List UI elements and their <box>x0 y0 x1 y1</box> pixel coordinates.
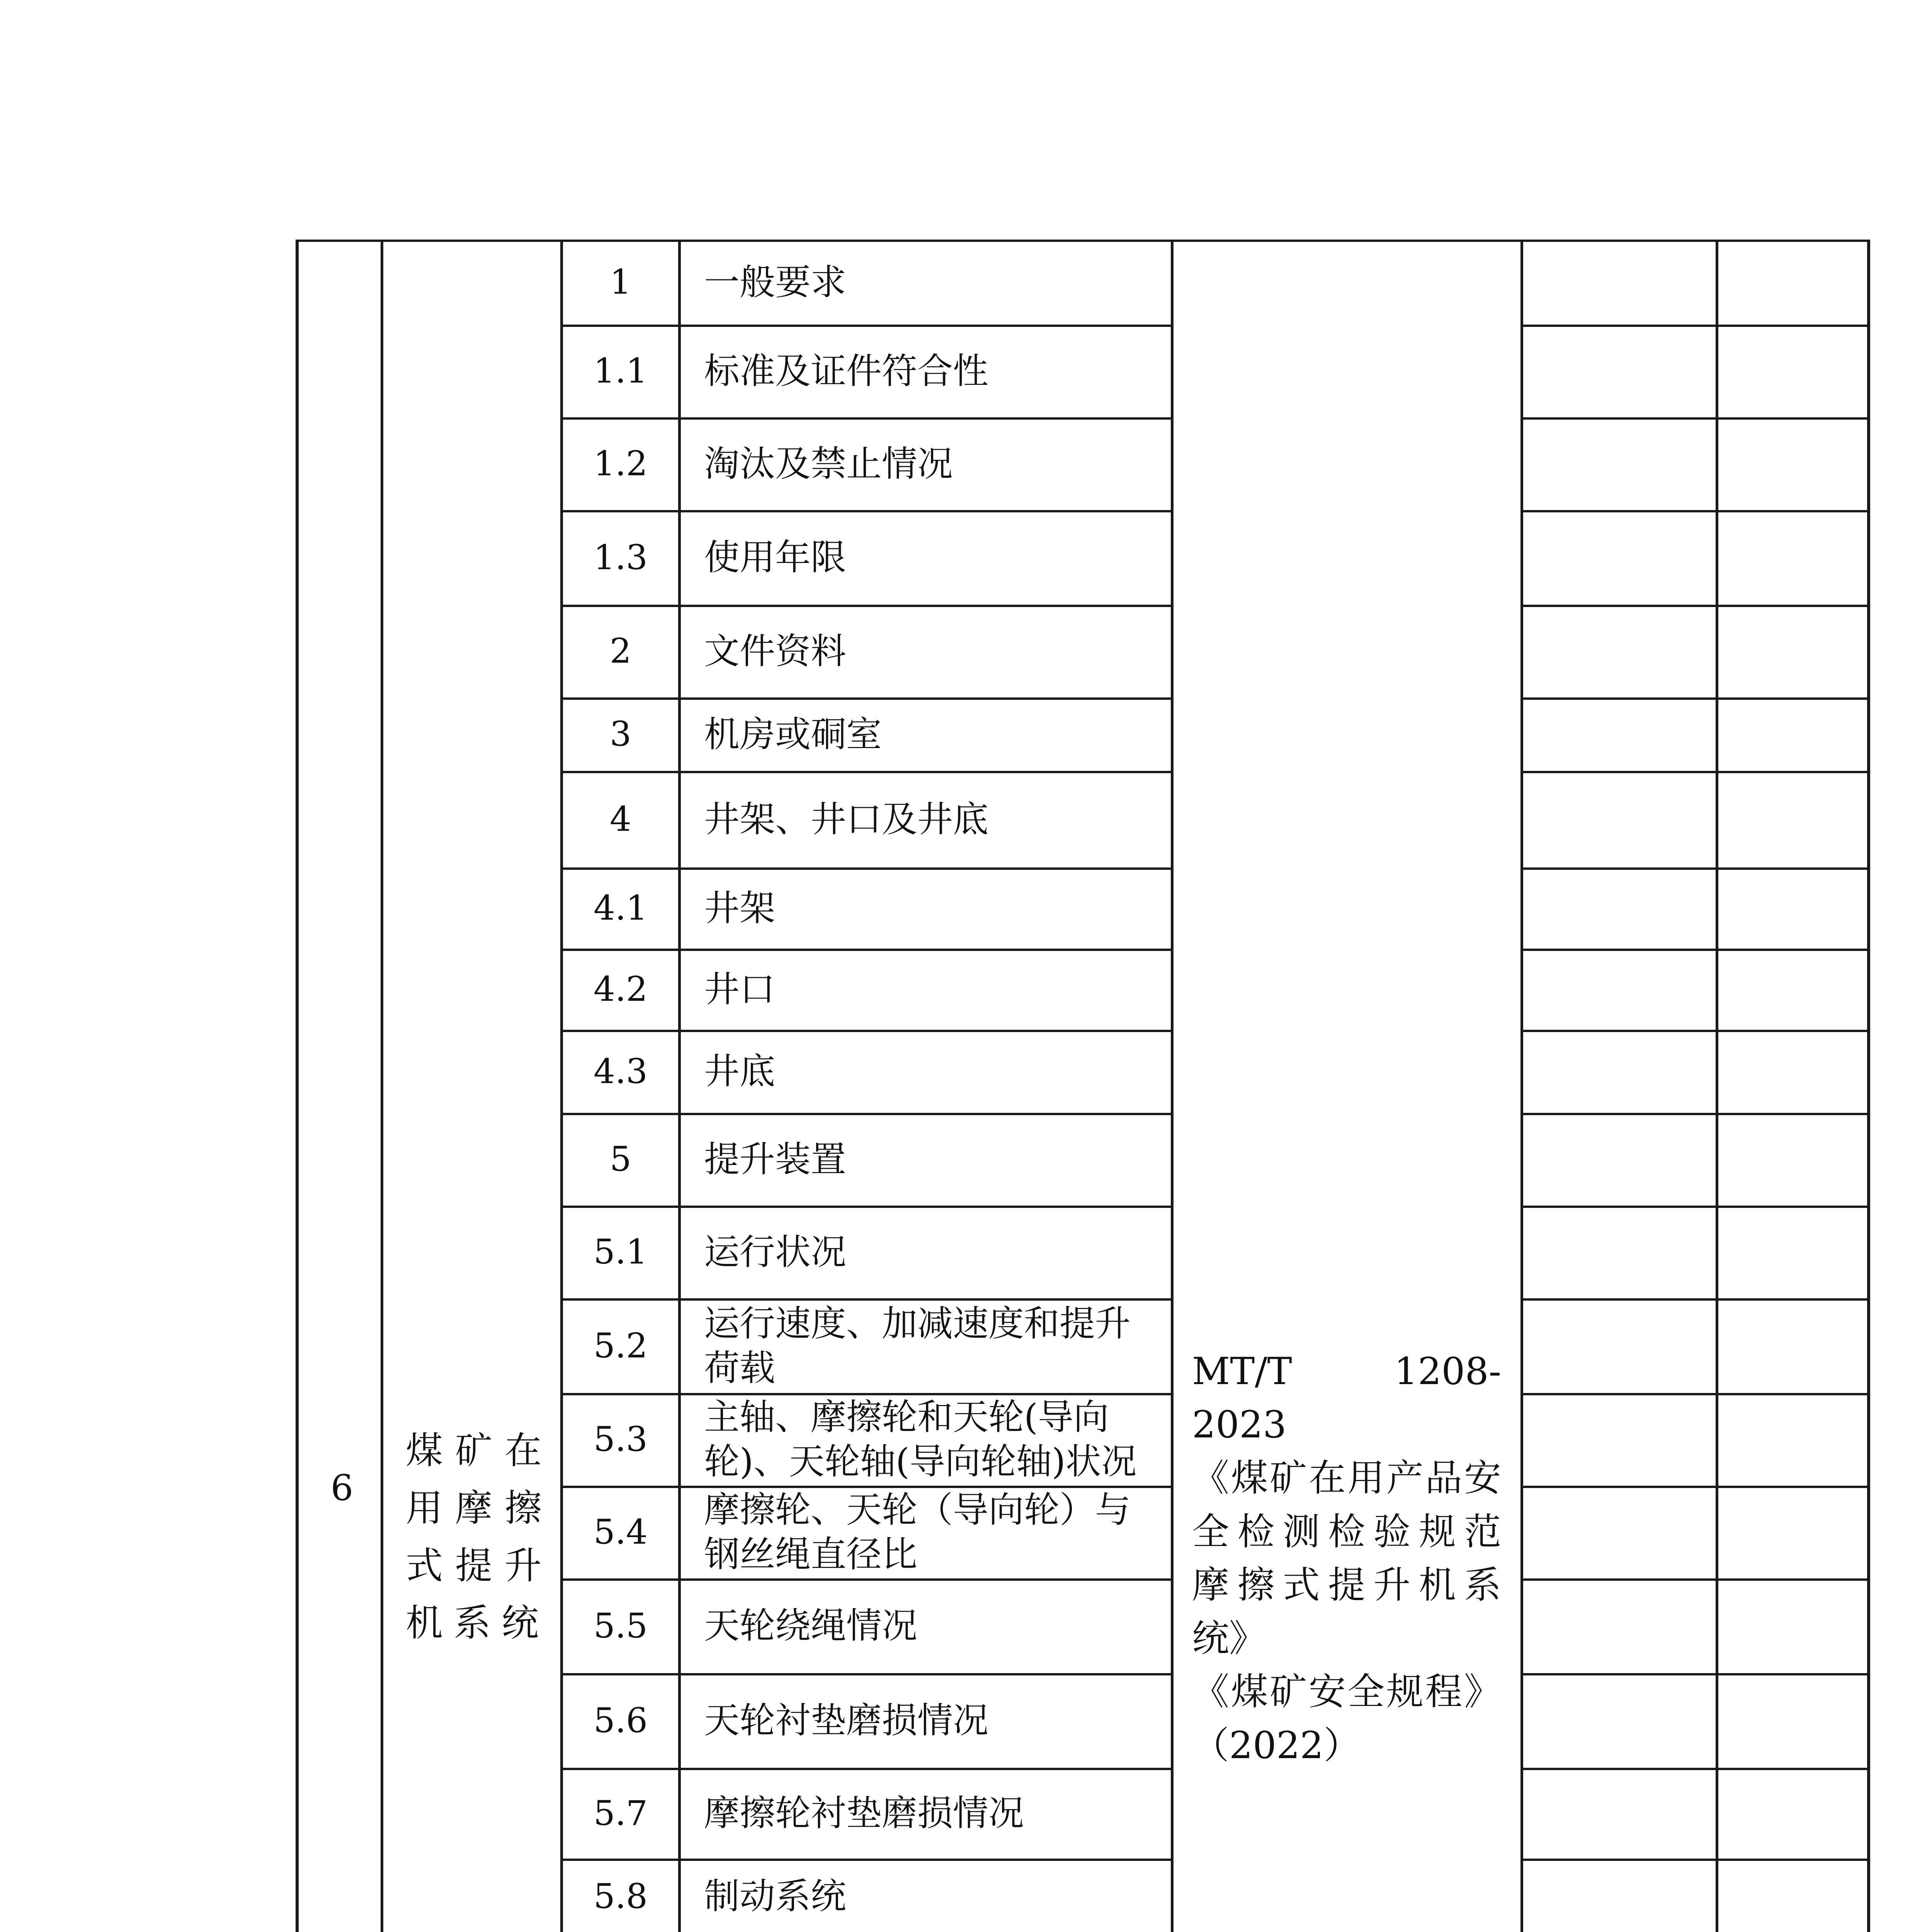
item-name: 标准及证件符合性 <box>704 350 989 392</box>
item-number: 4.1 <box>594 888 648 928</box>
item-name: 制动系统 <box>704 1876 847 1917</box>
col-divider <box>1716 240 1718 1932</box>
item-number: 5.8 <box>594 1876 648 1916</box>
standard-line: 《煤矿安全规程》 <box>1192 1670 1501 1714</box>
item-name: 文件资料 <box>704 630 847 672</box>
item-name: 井架 <box>704 887 776 929</box>
item-number: 1.1 <box>594 351 648 391</box>
item-name: 运行状况 <box>704 1231 847 1273</box>
standard-line: MT/T 1208-2023 <box>1192 1350 1501 1447</box>
item-number: 4.3 <box>594 1051 648 1091</box>
item-name: 机房或硐室 <box>704 713 882 755</box>
item-name: 天轮绕绳情况 <box>704 1605 918 1646</box>
category-index: 6 <box>330 1467 354 1509</box>
item-name: 摩擦轮、天轮（导向轮）与钢丝绳直径比 <box>704 1489 1131 1575</box>
item-number: 5.2 <box>594 1325 648 1366</box>
item-number: 5.3 <box>594 1419 648 1459</box>
standard-line: 摩擦式提升机系 <box>1192 1563 1501 1607</box>
item-name: 使用年限 <box>704 537 847 578</box>
item-name: 井架、井口及井底 <box>704 798 989 840</box>
standard-line: （2022） <box>1192 1723 1361 1767</box>
item-name: 运行速度、加减速度和提升荷载 <box>704 1303 1131 1389</box>
standard-reference <box>1192 1345 1501 1772</box>
item-name: 井口 <box>704 968 776 1010</box>
item-number: 4.2 <box>594 969 648 1009</box>
item-name: 摩擦轮衬垫磨损情况 <box>704 1793 1024 1834</box>
item-name: 一般要求 <box>704 261 847 303</box>
item-number: 5.1 <box>594 1232 648 1272</box>
item-number: 5 <box>610 1139 631 1179</box>
col-divider <box>560 240 563 1932</box>
item-number: 5.4 <box>594 1512 648 1552</box>
col-divider <box>1520 240 1523 1932</box>
category-name: 煤矿在用摩擦式提升机系统 <box>406 1429 553 1645</box>
standard-line: 《煤矿在用产品安 <box>1192 1456 1501 1500</box>
item-number: 2 <box>610 631 631 671</box>
standard-line: 全检测检验规范 <box>1192 1510 1501 1553</box>
item-number: 5.6 <box>594 1700 648 1740</box>
item-number: 1.3 <box>594 537 648 577</box>
item-number: 1.2 <box>594 444 648 483</box>
col-divider <box>678 240 681 1932</box>
col-divider <box>381 240 383 1932</box>
item-name: 提升装置 <box>704 1138 847 1180</box>
item-name: 天轮衬垫磨损情况 <box>704 1700 989 1741</box>
standard-line: 统》 <box>1192 1617 1266 1660</box>
item-name: 淘汰及禁止情况 <box>704 443 953 485</box>
item-number: 3 <box>610 714 631 754</box>
col-divider <box>1171 240 1173 1932</box>
item-number: 4 <box>610 799 631 839</box>
item-number: 5.7 <box>594 1793 648 1833</box>
item-name: 主轴、摩擦轮和天轮(导向轮)、天轮轴(导向轮轴)状况 <box>704 1396 1137 1482</box>
item-number: 5.5 <box>594 1605 648 1646</box>
item-name: 井底 <box>704 1051 776 1092</box>
item-number: 1 <box>610 262 631 302</box>
